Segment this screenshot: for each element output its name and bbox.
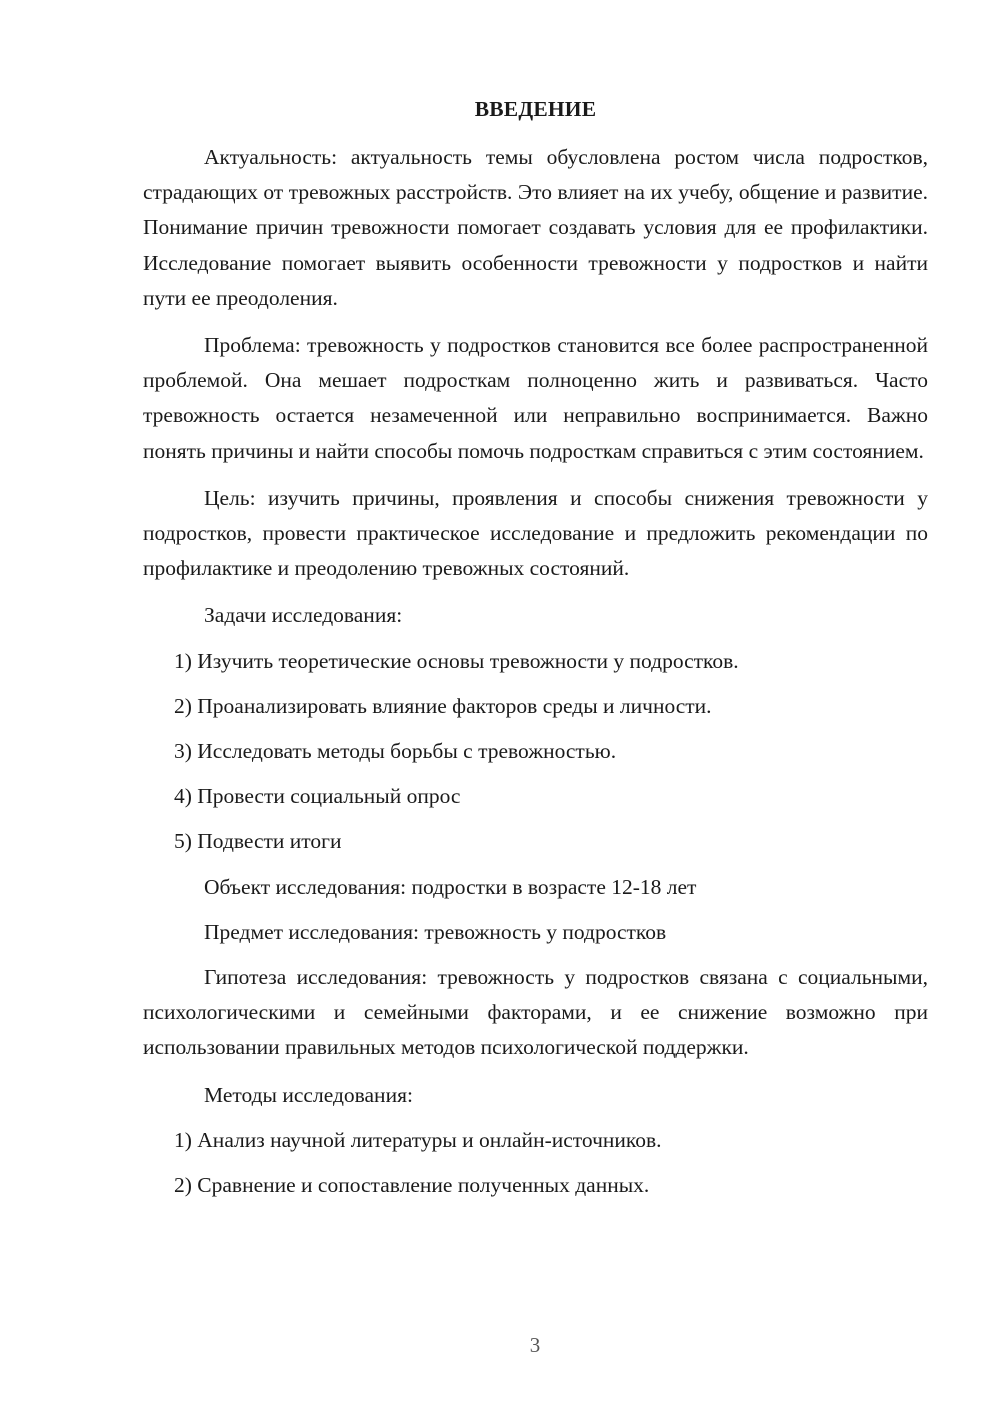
methods-list bbox=[143, 1123, 928, 1203]
tasks-heading: Задачи исследования: bbox=[204, 603, 403, 628]
task-item: 3) Исследовать методы борьбы с тревожностью. bbox=[174, 739, 617, 764]
page-number: 3 bbox=[529, 1333, 541, 1357]
hypothesis-paragraph: Гипотеза исследования: тревожность у подростков связана с социальными, психологическими и семейными факторами, и ее снижение возможно при использовании правильных методов психологической поддержки. bbox=[143, 965, 928, 1060]
research-object: Объект исследования: подростки в возрасте 12-18 лет bbox=[204, 874, 697, 899]
methods-heading: Методы исследования: bbox=[204, 1082, 413, 1107]
task-item: 5) Подвести итоги bbox=[174, 829, 342, 854]
goal-paragraph: Цель: изучить причины, проявления и способы снижения тревожности у подростков, провести практическое исследование и предложить рекомендации по профилактике и преодолению тревожных состояний. bbox=[143, 485, 928, 581]
document-page bbox=[143, 92, 928, 1213]
method-item: 2) Сравнение и сопоставление полученных данных. bbox=[174, 1173, 650, 1198]
task-item: 4) Провести социальный опрос bbox=[174, 784, 461, 809]
tasks-list bbox=[143, 644, 928, 860]
method-item: 1) Анализ научной литературы и онлайн-источников. bbox=[174, 1127, 662, 1152]
problem-paragraph: Проблема: тревожность у подростков становится все более распространенной проблемой. Она мешает подросткам полноценно жить и развиваться. Часто тревожность остается незамеченной или неправильно воспринимается. Важно понять причины и найти способы помочь подросткам справиться с этим состоянием. bbox=[143, 333, 928, 463]
task-item: 2) Проанализировать влияние факторов среды и личности. bbox=[174, 693, 712, 718]
task-item: 1) Изучить теоретические основы тревожности у подростков. bbox=[174, 648, 739, 673]
research-subject: Предмет исследования: тревожность у подростков bbox=[204, 919, 667, 944]
section-title: ВВЕДЕНИЕ bbox=[474, 97, 597, 121]
relevance-paragraph: Актуальность: актуальность темы обусловлена ростом числа подростков, страдающих от тревожных расстройств. Это влияет на их учебу, общение и развитие. Понимание причин тревожности помогает создавать условия для ее профилактики. Исследование помогает выявить особенности тревожности у подростков и найти пути ее преодоления. bbox=[143, 145, 928, 310]
